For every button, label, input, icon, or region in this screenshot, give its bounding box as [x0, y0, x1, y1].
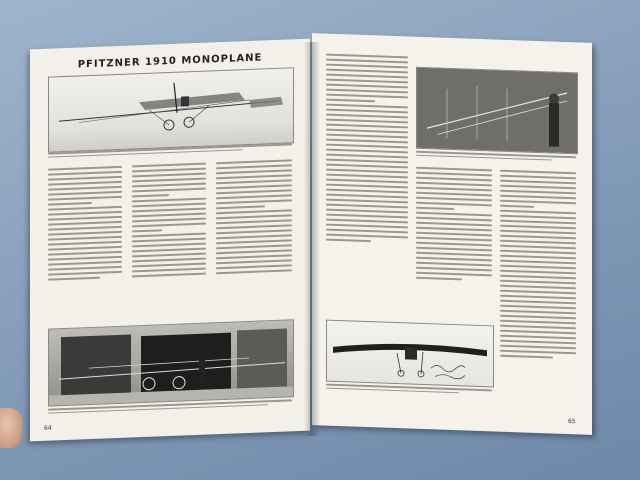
left-page: [30, 39, 310, 442]
monoplane-photo-top: [48, 67, 294, 152]
monoplane-flight-photo: [326, 320, 494, 388]
right-page: [312, 33, 592, 435]
text-column-2: [132, 163, 206, 281]
page-number-left: 64: [44, 424, 52, 432]
text-column-1: [48, 166, 122, 284]
thumb: [0, 408, 22, 448]
text-column-6: [500, 170, 576, 363]
page-number-right: 65: [568, 418, 576, 426]
hangar-drawing: [49, 320, 293, 405]
magazine-gutter: [304, 42, 320, 436]
open-magazine: [30, 34, 590, 434]
hangar-photo: [48, 319, 294, 406]
monoplane-drawing-top: [49, 68, 293, 151]
text-column-4: [326, 54, 408, 247]
wing-frame-drawing: [417, 68, 577, 154]
text-column-5: [416, 167, 492, 285]
text-column-3: [216, 159, 292, 277]
article-title: PFITZNER 1910 MONOPLANE: [77, 52, 263, 71]
monoplane-drawing-bottom: [327, 321, 493, 387]
wing-frame-photo: [416, 67, 578, 155]
